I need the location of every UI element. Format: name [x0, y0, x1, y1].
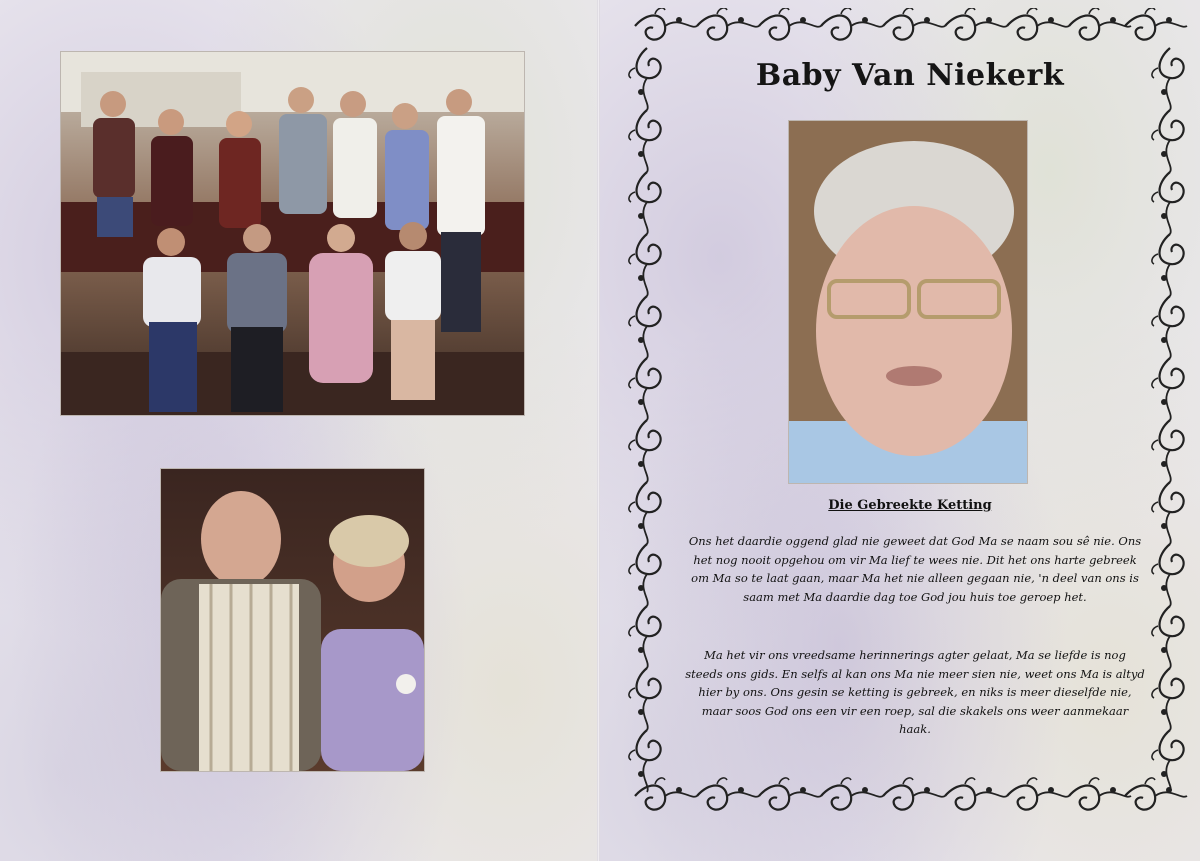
family-group-photo: [60, 51, 525, 416]
poem-paragraph-2: Ma het vir ons vreedsame herinnerings agter gelaat, Ma se liefde is nog steeds ons gids. En selfs al kan ons Ma nie meer sien nie, weet ons Ma is altyd hier by ons. Ons gesin se ketting is gebreek, en niks is meer dieselfde nie, maar soos God ons een vir een roep, sal die skakels ons weer aanmekaar haak.: [685, 648, 1145, 736]
poem-title: Die Gebreekte Ketting: [828, 498, 992, 513]
page-fold: [597, 0, 600, 861]
poem-paragraph-1: Ons het daardie oggend glad nie geweet dat God Ma se naam sou sê nie. Ons het nog nooit opgehou om vir Ma lief te wees nie. Dit het ons harte gebreek om Ma so te laat gaan, maar Ma het nie alleen gegaan nie, 'n deel van ons is saam met Ma daardie dag toe God jou huis toe geroep het.: [688, 534, 1142, 604]
card-title: Baby Van Niekerk: [755, 58, 1065, 93]
couple-photo: [160, 468, 425, 772]
